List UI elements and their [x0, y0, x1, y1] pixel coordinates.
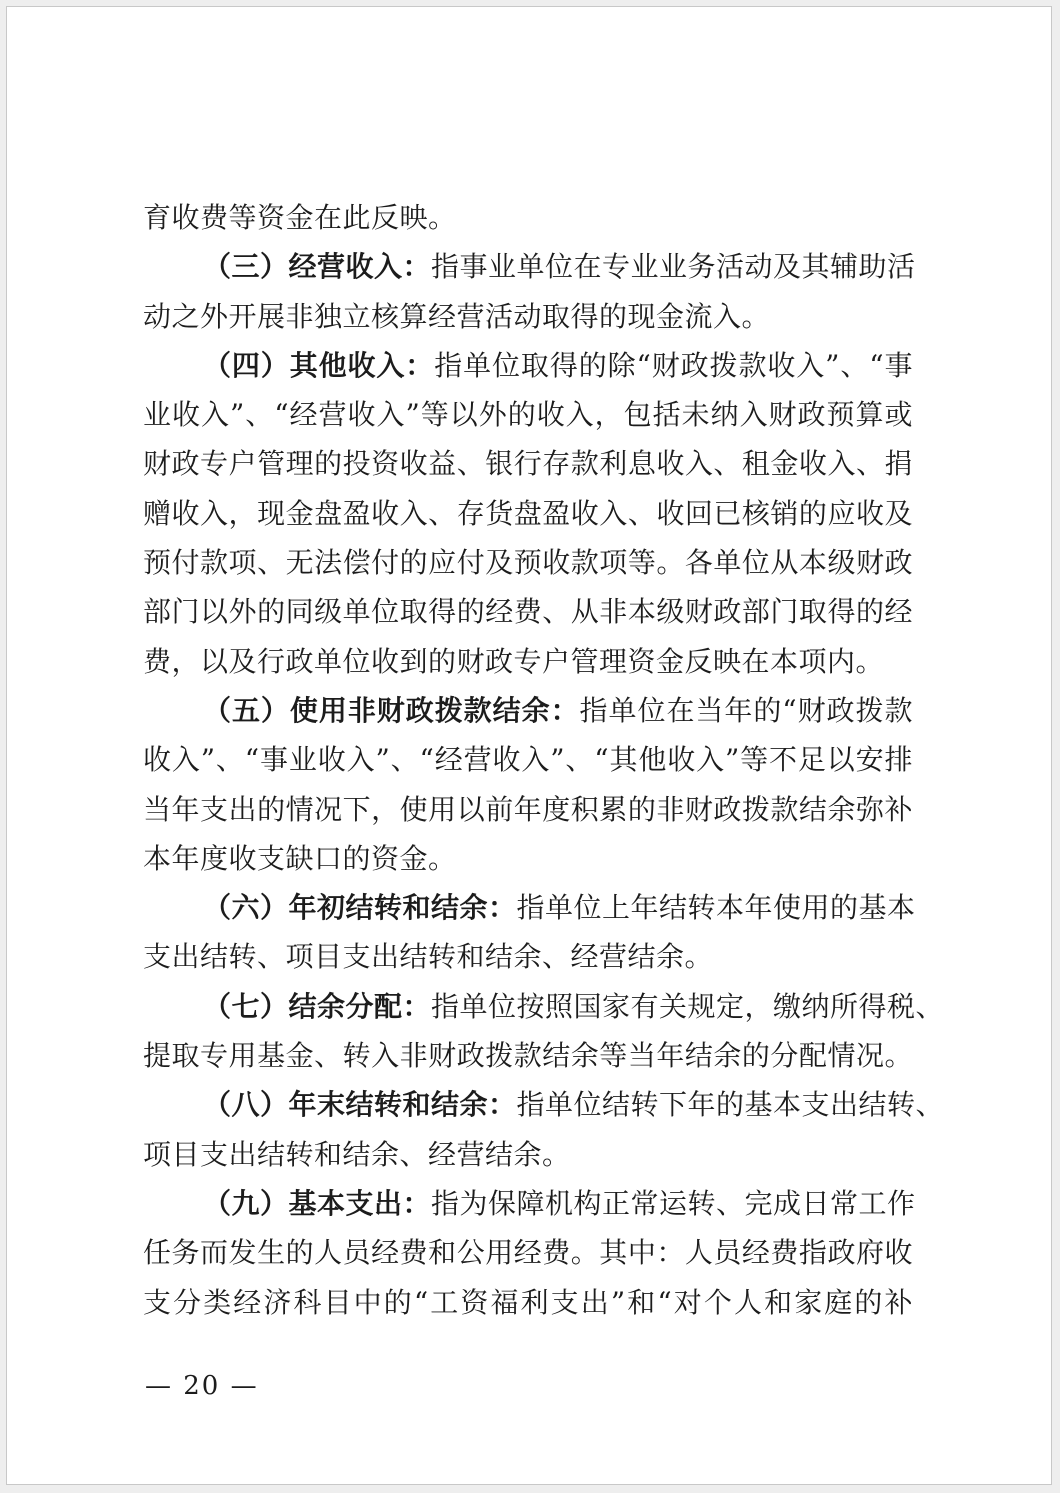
text-line [143, 341, 913, 390]
line-text: 任务而发生的人员经费和公用经费。其中：人员经费指政府收 [143, 1236, 913, 1270]
text-line [143, 932, 913, 981]
text-line [143, 587, 913, 636]
text-line [143, 883, 916, 932]
line-text: 预付款项、无法偿付的应付及预收款项等。各单位从本级财政 [143, 546, 913, 580]
text-line [143, 390, 913, 439]
text-line [143, 1031, 913, 1080]
text-line [143, 242, 916, 291]
line-text: 项目支出结转和结余、经营结余。 [143, 1137, 571, 1171]
line-text: 提取专用基金、转入非财政拨款结余等当年结余的分配情况。 [143, 1039, 913, 1073]
text-line [143, 193, 913, 242]
term-heading: （七）结余分配： [203, 989, 432, 1023]
body-text [143, 193, 945, 1327]
line-text: 赠收入，现金盘盈收入、存货盘盈收入、收回已核销的应收及 [143, 496, 913, 530]
text-line [143, 439, 913, 488]
line-text: 支分类经济科目中的“工资福利支出”和“对个人和家庭的补 [143, 1285, 913, 1319]
text-line [143, 834, 913, 883]
text-line [143, 1080, 945, 1129]
line-text: 费，以及行政单位收到的财政专户管理资金反映在本项内。 [143, 644, 885, 678]
line-text: 动之外开展非独立核算经营活动取得的现金流入。 [143, 299, 771, 333]
line-text: 指事业单位在专业业务活动及其辅助活 [431, 250, 916, 284]
line-text: 支出结转、项目支出结转和结余、经营结余。 [143, 940, 714, 974]
text-line [143, 1278, 913, 1327]
line-text: 指为保障机构正常运转、完成日常工作 [431, 1186, 916, 1220]
text-line [143, 735, 913, 784]
text-line [143, 982, 945, 1031]
term-heading: （四）其他收入： [203, 348, 435, 382]
line-text: 育收费等资金在此反映。 [143, 201, 457, 234]
line-text: 业收入”、“经营收入”等以外的收入，包括未纳入财政预算或 [143, 398, 913, 432]
line-text: 财政专户管理的投资收益、银行存款利息收入、租金收入、捐 [143, 447, 913, 481]
line-text: 指单位按照国家有关规定，缴纳所得税、 [431, 989, 945, 1023]
page-number: — 20 — [145, 1371, 259, 1401]
term-heading: （五）使用非财政拨款结余： [203, 693, 580, 727]
term-heading: （三）经营收入： [203, 250, 432, 284]
line-text: 指单位在当年的“财政拨款 [579, 693, 913, 727]
line-text: 本年度收支缺口的资金。 [143, 841, 457, 875]
line-text: 部门以外的同级单位取得的经费、从非本级财政部门取得的经 [143, 595, 913, 629]
line-text: 指单位取得的除“财政拨款收入”、“事 [434, 348, 913, 382]
text-line [143, 489, 913, 538]
line-text: 收入”、“事业收入”、“经营收入”、“其他收入”等不足以安排 [143, 743, 913, 777]
text-line [143, 1130, 913, 1179]
line-text: 指单位上年结转本年使用的基本 [516, 891, 916, 925]
line-text: 当年支出的情况下，使用以前年度积累的非财政拨款结余弥补 [143, 792, 913, 826]
text-line [143, 538, 913, 587]
text-line [143, 785, 913, 834]
term-heading: （六）年初结转和结余： [203, 891, 517, 925]
term-heading: （八）年末结转和结余： [203, 1088, 517, 1122]
text-line [143, 1228, 913, 1277]
text-line [143, 686, 913, 735]
term-heading: （九）基本支出： [203, 1186, 432, 1220]
text-line [143, 1179, 916, 1228]
document-page [6, 6, 1052, 1485]
text-line [143, 292, 913, 341]
text-line [143, 637, 913, 686]
line-text: 指单位结转下年的基本支出结转、 [516, 1088, 945, 1122]
